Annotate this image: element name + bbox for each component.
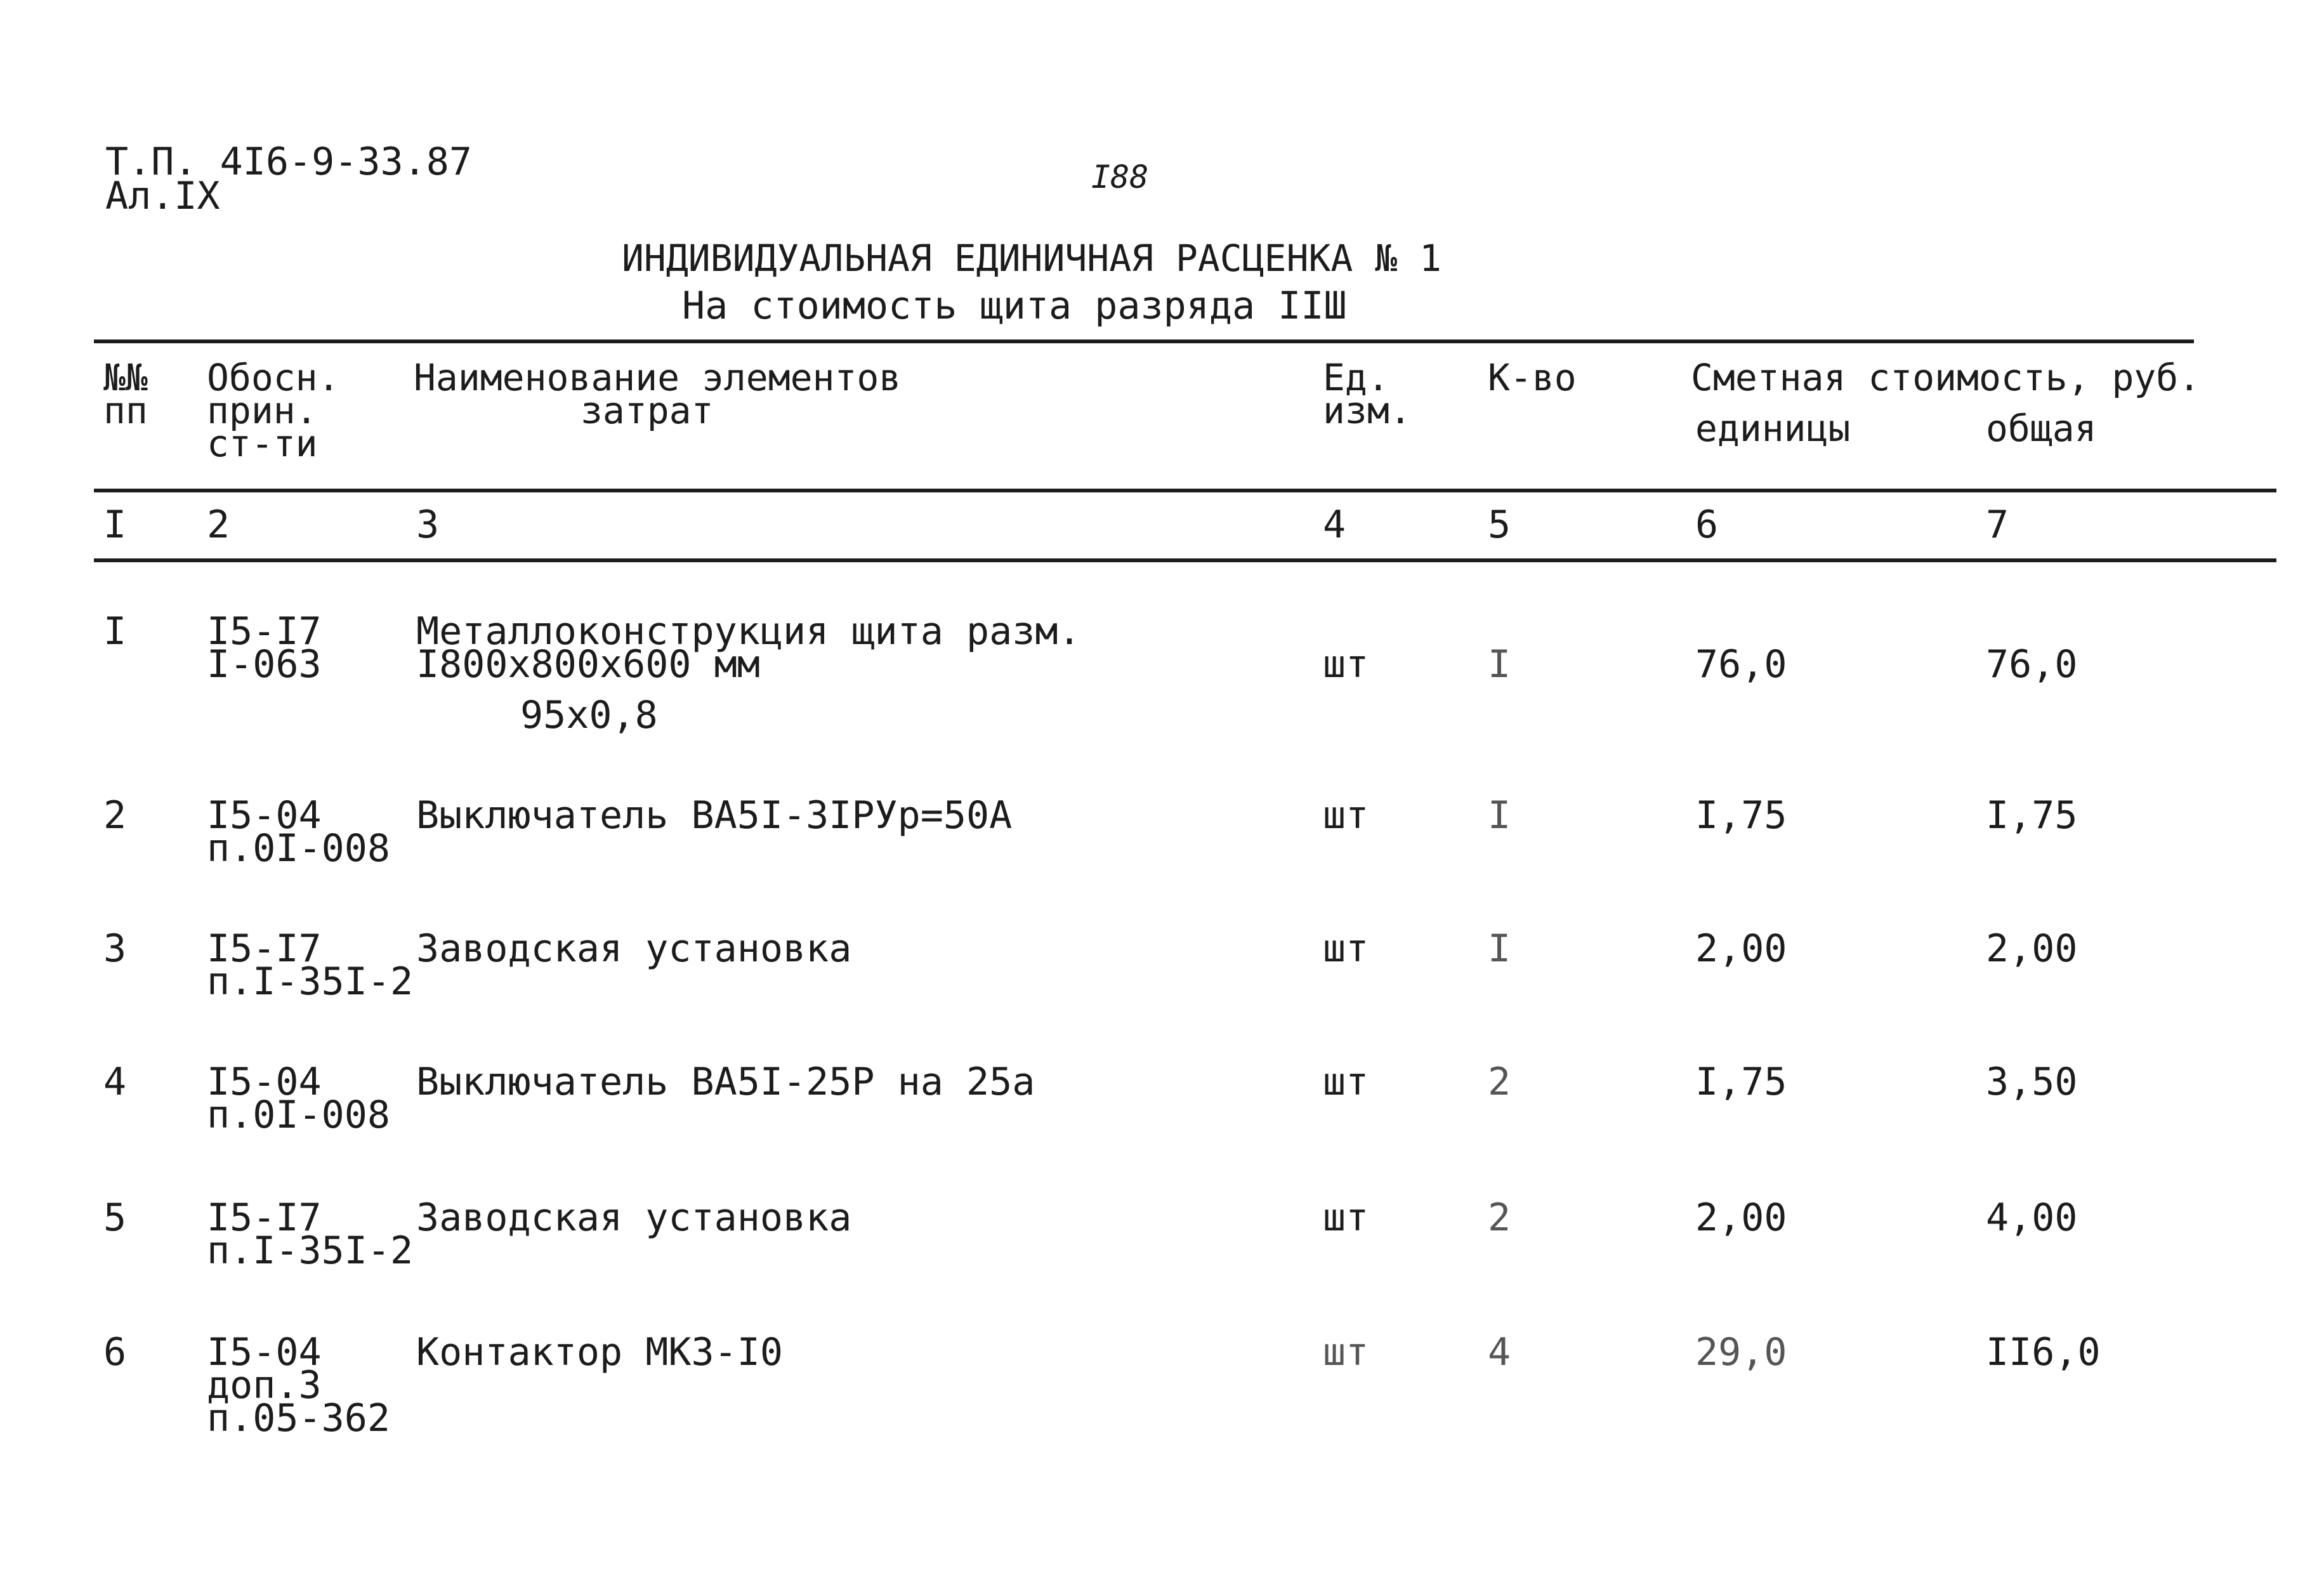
header-unit-line1: Ед. — [1323, 356, 1389, 399]
row-unit-cost: 29,0 — [1695, 1330, 1787, 1374]
row-total-cost: 4,00 — [1986, 1196, 2078, 1240]
header-bottom-rule — [94, 489, 2276, 492]
header-name-line1: Наименование элементов — [414, 356, 902, 399]
row-number: 4 — [103, 1060, 127, 1104]
row-total-cost: II6,0 — [1986, 1330, 2101, 1374]
row-quantity: 2 — [1488, 1060, 1511, 1104]
row-basis-line: I5-04 — [207, 1330, 322, 1374]
page-number: I88 — [1091, 159, 1149, 195]
header-basis-line2: прин. — [207, 389, 318, 432]
row-name-line: Заводская установка — [416, 1196, 852, 1240]
row-number: 2 — [103, 793, 127, 838]
row-basis-line: I5-I7 — [207, 609, 322, 654]
row-unit: шт — [1323, 1330, 1369, 1374]
row-basis-line: п.0I-008 — [207, 1093, 390, 1137]
row-unit-cost: 2,00 — [1695, 926, 1787, 971]
row-total-cost: I,75 — [1986, 793, 2078, 838]
row-unit-cost: I,75 — [1695, 1060, 1787, 1104]
row-name-line: Заводская установка — [416, 926, 852, 971]
row-name-line: Выключатель ВА5I-25Р на 25а — [416, 1060, 1035, 1104]
header-basis-line3: ст-ти — [207, 422, 318, 465]
row-unit: шт — [1323, 793, 1369, 838]
row-number: 5 — [103, 1196, 127, 1240]
document-title: ИНДИВИДУАЛЬНАЯ ЕДИНИЧНАЯ РАСЦЕНКА № 1 — [622, 237, 1442, 280]
row-unit-cost: 76,0 — [1695, 642, 1787, 687]
header-basis-line1: Обосн. — [207, 356, 340, 399]
row-total-cost: 3,50 — [1986, 1060, 2078, 1104]
column-number: 7 — [1986, 503, 2009, 547]
column-number: I — [103, 503, 127, 547]
row-number: 6 — [103, 1330, 127, 1374]
row-basis-line: I-063 — [207, 642, 322, 687]
row-basis-line: I5-04 — [207, 793, 322, 838]
row-basis-line: п.05-362 — [207, 1396, 390, 1440]
row-basis-line: I5-04 — [207, 1060, 322, 1104]
row-unit: шт — [1323, 1196, 1369, 1240]
row-quantity: 2 — [1488, 1196, 1511, 1240]
row-unit: шт — [1323, 926, 1369, 971]
header-num-line1: №№ — [103, 356, 148, 399]
row-basis-line: п.I-35I-2 — [207, 959, 414, 1004]
row-name-line: I800х800х600 мм — [416, 642, 760, 687]
row-total-cost: 76,0 — [1986, 642, 2078, 687]
header-unit-line2: изм. — [1323, 389, 1412, 432]
row-basis-line: п.I-35I-2 — [207, 1229, 414, 1273]
row-name-line: Металлоконструкция щита разм. — [416, 609, 1081, 654]
row-unit-cost: I,75 — [1695, 793, 1787, 838]
header-name-line2: затрат — [581, 389, 714, 432]
row-quantity: I — [1488, 793, 1511, 838]
header-total-cost: общая — [1986, 407, 2097, 450]
header-quantity: К-во — [1488, 356, 1577, 399]
column-number: 4 — [1323, 503, 1346, 547]
row-name-line: Выключатель ВА5I-3IРУр=50А — [416, 793, 1013, 838]
row-number: I — [103, 609, 127, 654]
row-name-line: Контактор МКЗ-I0 — [416, 1330, 783, 1374]
row-unit-cost: 2,00 — [1695, 1196, 1787, 1240]
column-numbers-rule — [94, 558, 2276, 562]
row-basis-line: доп.3 — [207, 1363, 322, 1407]
column-number: 6 — [1695, 503, 1719, 547]
row-unit: шт — [1323, 642, 1369, 687]
row-quantity: I — [1488, 926, 1511, 971]
row-quantity: I — [1488, 642, 1511, 687]
row-basis-line: I5-I7 — [207, 1196, 322, 1240]
document-code: Т.П. 4I6-9-33.87 — [105, 140, 472, 184]
column-number: 5 — [1488, 503, 1511, 547]
header-unit-cost: единицы — [1695, 407, 1851, 450]
column-number: 3 — [416, 503, 440, 547]
row-quantity: 4 — [1488, 1330, 1511, 1374]
table-top-rule — [94, 339, 2194, 343]
row-name-extra: 95х0,8 — [520, 693, 658, 737]
row-number: 3 — [103, 926, 127, 971]
document-subtitle: На стоимость щита разряда IIШ — [682, 284, 1347, 328]
row-unit: шт — [1323, 1060, 1369, 1104]
row-basis-line: п.0I-008 — [207, 826, 390, 871]
row-basis-line: I5-I7 — [207, 926, 322, 971]
row-total-cost: 2,00 — [1986, 926, 2078, 971]
column-number: 2 — [207, 503, 230, 547]
header-num-line2: пп — [103, 389, 148, 432]
header-cost-group: Сметная стоимость, руб. — [1691, 356, 2201, 399]
album-number: Ал.IX — [105, 174, 220, 218]
